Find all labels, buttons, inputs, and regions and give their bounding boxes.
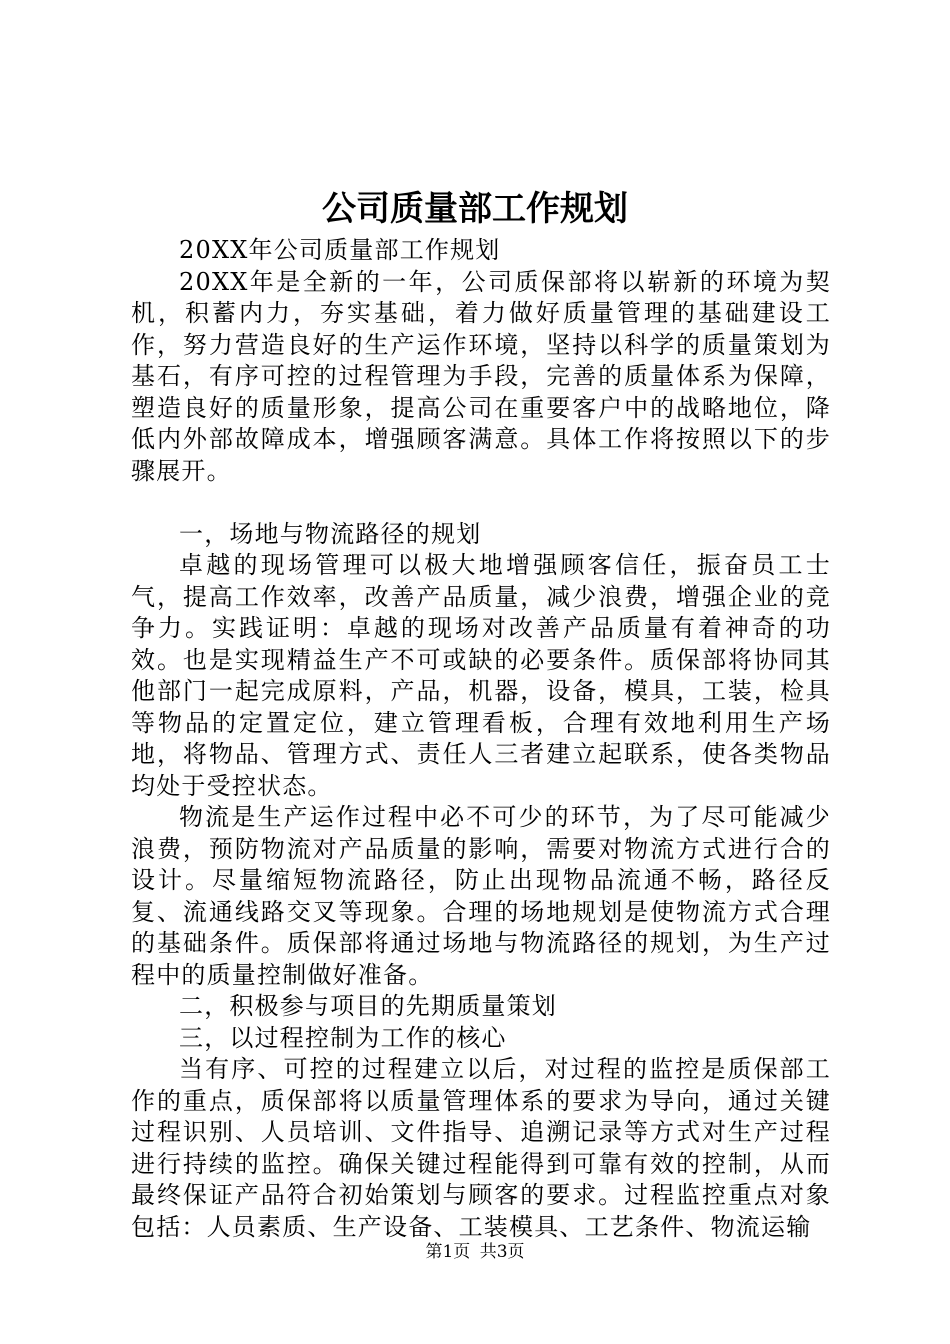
intro-paragraph: 20XX年是全新的一年，公司质保部将以崭新的环境为契机，积蓄内力，夯实基础，着力做好质量管理的基础建设工作，努力营造良好的生产运作环境，坚持以科学的质量策划为基石，有序可控的过程管理为手段，完善的质量体系为保障，塑造良好的质量形象，提高公司在重要客户中的战略地位，降低内外部故障成本，增强顾客满意。具体工作将按照以下的步骤展开。 — [131, 267, 831, 485]
body-paragraph: 物流是生产运作过程中必不可少的环节，为了尽可能减少浪费，预防物流对产品质量的影响，需要对物流方式进行合的设计。尽量缩短物流路径，防止出现物品流通不畅，路径反复、流通线路交叉等现象。合理的场地规划是使物流方式合理的基础条件。质保部将通过场地与物流路径的规划，为生产过程中的质量控制做好准备。 — [131, 803, 831, 989]
subtitle-paragraph: 20XX年公司质量部工作规划 — [179, 236, 501, 264]
page-total: 共3页 — [479, 1242, 525, 1262]
page-title: 公司质量部工作规划 — [322, 189, 628, 229]
body-paragraph: 当有序、可控的过程建立以后，对过程的监控是质保部工作的重点，质保部将以质量管理体系的要求为导向，通过关键过程识别、人员培训、文件指导、追溯记录等方式对生产过程进行持续的监控。确保关键过程能得到可靠有效的控制，从而最终保证产品符合初始策划与顾客的要求。过程监控重点对象包括：人员素质、生产设备、工装模具、工艺条件、物流运输 — [131, 1055, 831, 1241]
section-heading-2: 二，积极参与项目的先期质量策划 — [179, 992, 557, 1020]
page-number: 第1页 — [425, 1242, 471, 1262]
page-footer — [0, 1240, 950, 1264]
section-heading-3: 三，以过程控制为工作的核心 — [179, 1023, 507, 1052]
body-paragraph: 卓越的现场管理可以极大地增强顾客信任，振奋员工士气，提高工作效率，改善产品质量，减少浪费，增强企业的竞争力。实践证明：卓越的现场对改善产品质量有着神奇的功效。也是实现精益生产不可或缺的必要条件。质保部将协同其他部门一起完成原料，产品，机器，设备，模具，工装，检具等物品的定置定位，建立管理看板，合理有效地利用生产场地，将物品、管理方式、责任人三者建立起联系，使各类物品均处于受控状态。 — [131, 551, 831, 800]
document-body — [131, 235, 831, 1243]
section-heading-1: 一，场地与物流路径的规划 — [179, 519, 482, 548]
